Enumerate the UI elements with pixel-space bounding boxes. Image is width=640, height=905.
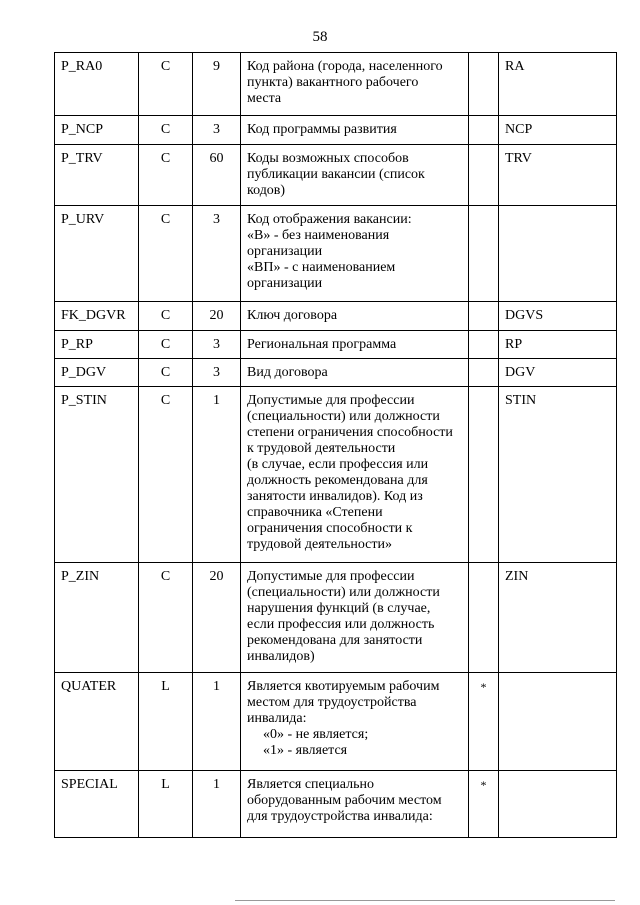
table-row [55,771,617,838]
reference-code-cell: DGV [499,359,617,387]
required-marker-cell [469,331,499,359]
field-specification-table [54,52,617,838]
required-marker-cell [469,53,499,116]
required-marker-cell [469,563,499,673]
field-length-cell: 20 [193,302,241,331]
description-line: публикации вакансии (список [247,167,425,182]
description-line: (в случае, если профессия или [247,457,429,472]
field-description-cell [241,359,469,387]
field-length-cell: 1 [193,771,241,838]
field-description-cell [241,53,469,116]
field-type-cell: C [139,563,193,673]
field-type-cell: C [139,116,193,145]
reference-code-cell: ZIN [499,563,617,673]
description-line: Код программы развития [247,122,397,137]
reference-code-cell [499,771,617,838]
field-type-cell: C [139,53,193,116]
reference-code-cell: STIN [499,387,617,563]
field-length-cell: 3 [193,359,241,387]
field-name-cell: P_RP [55,331,139,359]
reference-code-cell: TRV [499,145,617,206]
field-length-cell: 1 [193,673,241,771]
description-line: занятости инвалидов). Код из [247,489,423,504]
description-line: справочника «Степени [247,505,383,520]
description-line: организации [247,276,323,291]
required-marker-cell: * [469,771,499,838]
required-marker-cell [469,387,499,563]
description-line: Код района (города, населенного [247,59,443,74]
field-description-cell [241,563,469,673]
field-type-cell: C [139,302,193,331]
field-length-cell: 3 [193,331,241,359]
field-type-cell: C [139,359,193,387]
field-name-cell: SPECIAL [55,771,139,838]
required-marker-cell: * [469,673,499,771]
description-line: кодов) [247,183,286,198]
table-row [55,302,617,331]
description-option: «0» - не является; [263,727,369,742]
field-description-cell [241,387,469,563]
description-line: пункта) вакантного рабочего [247,75,419,90]
description-line: (специальности) или должности [247,585,440,600]
table-row [55,206,617,302]
field-name-cell: P_ZIN [55,563,139,673]
page-number: 58 [312,29,328,45]
reference-code-cell: RP [499,331,617,359]
field-name-cell: QUATER [55,673,139,771]
description-line: степени ограничения способности [247,425,453,440]
field-description-cell [241,145,469,206]
description-line: «ВП» - с наименованием [247,260,396,275]
field-name-cell: FK_DGVR [55,302,139,331]
table-row [55,145,617,206]
description-line: если профессия или должность [247,617,435,632]
description-line: инвалидов) [247,649,315,664]
field-description-cell [241,771,469,838]
field-length-cell: 9 [193,53,241,116]
field-description-cell [241,206,469,302]
description-line: «В» - без наименования [247,228,390,243]
description-line: для трудоустройства инвалида: [247,809,433,824]
field-length-cell: 3 [193,116,241,145]
field-type-cell: C [139,145,193,206]
description-line: рекомендована для занятости [247,633,423,648]
field-type-cell: L [139,771,193,838]
description-line: Ключ договора [247,308,338,323]
description-option: «1» - является [263,743,348,758]
field-name-cell: P_STIN [55,387,139,563]
description-line: Код отображения вакансии: [247,212,412,227]
description-line: Допустимые для профессии [247,569,415,584]
table-row [55,359,617,387]
table-row [55,563,617,673]
description-line: оборудованным рабочим местом [247,793,442,808]
field-description-cell [241,331,469,359]
description-line: Является квотируемым рабочим [247,679,440,694]
required-marker-cell [469,302,499,331]
description-line: местом для трудоустройства [247,695,417,710]
reference-code-cell: DGVS [499,302,617,331]
table-row [55,387,617,563]
table-row [55,673,617,771]
description-line: Вид договора [247,365,328,380]
field-type-cell: C [139,331,193,359]
required-marker-cell [469,359,499,387]
field-length-cell: 20 [193,563,241,673]
field-type-cell: C [139,206,193,302]
field-length-cell: 60 [193,145,241,206]
description-line: места [247,91,282,106]
field-name-cell: P_TRV [55,145,139,206]
required-marker-cell [469,206,499,302]
field-description-cell [241,116,469,145]
description-line: к трудовой деятельности [247,441,396,456]
field-length-cell: 1 [193,387,241,563]
reference-code-cell: RA [499,53,617,116]
required-marker-cell [469,116,499,145]
field-type-cell: L [139,673,193,771]
description-line: Коды возможных способов [247,151,409,166]
field-name-cell: P_DGV [55,359,139,387]
description-line: Региональная программа [247,337,397,352]
field-type-cell: C [139,387,193,563]
description-line: (специальности) или должности [247,409,440,424]
description-line: трудовой деятельности» [247,537,392,552]
description-line: Является специально [247,777,374,792]
table-row [55,331,617,359]
table-row [55,116,617,145]
field-length-cell: 3 [193,206,241,302]
field-name-cell: P_NCP [55,116,139,145]
field-description-cell [241,302,469,331]
reference-code-cell: NCP [499,116,617,145]
description-line: инвалида: [247,711,307,726]
description-line: нарушения функций (в случае, [247,601,431,616]
field-description-cell [241,673,469,771]
description-line: должность рекомендована для [247,473,428,488]
description-line: Допустимые для профессии [247,393,415,408]
field-name-cell: P_RA0 [55,53,139,116]
reference-code-cell [499,673,617,771]
required-marker-cell [469,145,499,206]
description-line: ограничения способности к [247,521,413,536]
reference-code-cell [499,206,617,302]
table-row [55,53,617,116]
bottom-divider [235,900,615,901]
table-body [55,53,617,838]
description-line: организации [247,244,323,259]
field-name-cell: P_URV [55,206,139,302]
